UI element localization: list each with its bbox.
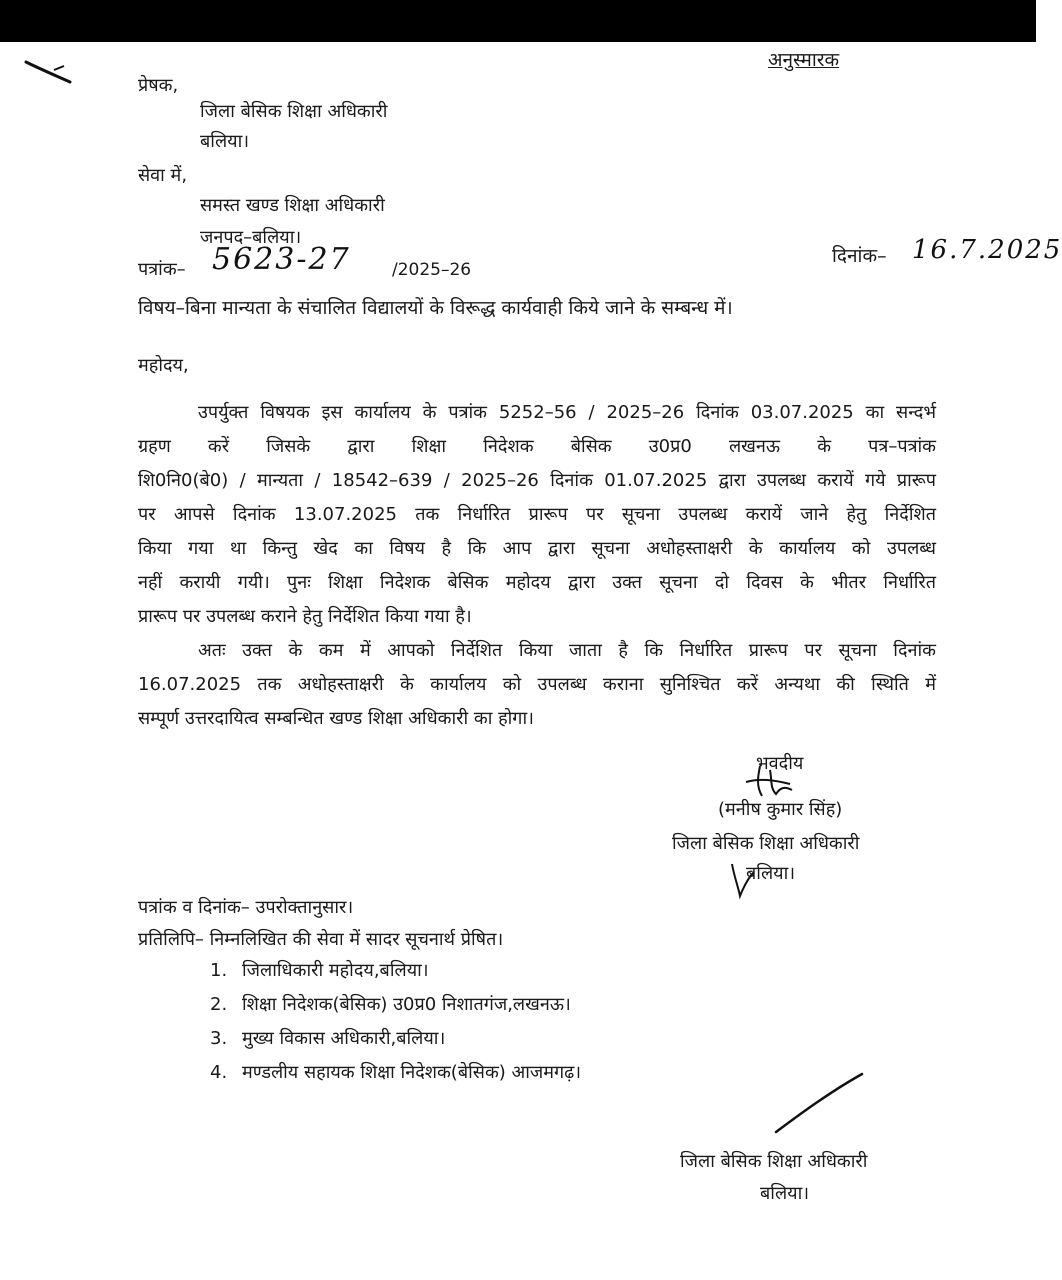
sender-place: बलिया।	[200, 131, 250, 152]
copy-reference-line: पत्रांक व दिनांक– उपरोक्तानुसार।	[138, 897, 354, 918]
subject-line: विषय–बिना मान्यता के संचालित विद्यालयों के विरूद्ध कार्यवाही किये जाने के सम्बन्ध में।	[138, 297, 733, 319]
officer-place: बलिया।	[746, 863, 796, 884]
paragraph-line: ग्रहण करें जिसके द्वारा शिक्षा निदेशक बेसिक उ0प्र0 लखनऊ के पत्र–पत्रांक	[138, 436, 936, 457]
paragraph-line: 16.07.2025 तक अधोहस्ताक्षरी के कार्यालय को उपलब्ध कराना सुनिश्चित करें अन्यथा की स्थिति में	[138, 674, 936, 695]
list-item-text: शिक्षा निदेशक(बेसिक) उ0प्र0 निशातगंज,लखनऊ।	[242, 994, 571, 1015]
salutation: महोदय,	[138, 355, 189, 376]
recipient-label: सेवा में,	[138, 165, 188, 186]
officer-designation: जिला बेसिक शिक्षा अधिकारी	[672, 833, 860, 854]
reminder-heading: अनुस्मारक	[768, 49, 840, 71]
list-item-number: 1.	[210, 960, 228, 981]
paragraph-line: सम्पूर्ण उत्तरदायित्व सम्बन्धित खण्ड शिक्षा अधिकारी का होगा।	[138, 708, 534, 729]
list-item	[210, 954, 710, 988]
paragraph-line: प्रारूप पर उपलब्ध कराने हेतु निर्देशित किया गया है।	[138, 606, 472, 627]
footer-signature-stroke	[770, 1070, 870, 1136]
body-paragraph-1	[138, 396, 936, 634]
officer-name: (मनीष कुमार सिंह)	[718, 799, 843, 820]
paragraph-line: शि0नि0(बे0) / मान्यता / 18542–639 / 2025–26 दिनांक 01.07.2025 द्वारा उपलब्ध करायें गये प्रारूप	[138, 470, 936, 491]
top-black-band	[0, 0, 1036, 42]
list-item-number: 3.	[210, 1028, 228, 1049]
sender-designation: जिला बेसिक शिक्षा अधिकारी	[200, 101, 388, 122]
recipient-designation: समस्त खण्ड शिक्षा अधिकारी	[200, 195, 385, 216]
paragraph-line: पर आपसे दिनांक 13.07.2025 तक निर्धारित प्रारूप पर सूचना उपलब्ध करायें जाने हेतु निर्देशित	[138, 504, 936, 525]
paragraph-line: अतः उक्त के कम में आपको निर्देशित किया जाता है कि निर्धारित प्रारूप पर सूचना दिनांक	[198, 640, 936, 661]
sender-label: प्रेषक,	[138, 75, 179, 96]
letter-no-suffix: /2025–26	[392, 260, 472, 280]
signature-initials	[740, 762, 810, 802]
list-item	[210, 1022, 710, 1056]
copy-list	[210, 954, 710, 1090]
list-item-text: मण्डलीय सहायक शिक्षा निदेशक(बेसिक) आजमगढ़।	[242, 1062, 582, 1083]
letter-no-handwritten: 5623-27	[212, 242, 351, 277]
date-label: दिनांक–	[832, 245, 887, 267]
list-item-number: 2.	[210, 994, 228, 1015]
paragraph-line: नहीं करायी गयी। पुनः शिक्षा निदेशक बेसिक महोदय द्वारा उक्त सूचना दो दिवस के भीतर निर्धारित	[138, 572, 936, 593]
paragraph-line: किया गया था किन्तु खेद का विषय है कि आप द्वारा सूचना अधोहस्ताक्षरी के कार्यालय को उपलब्ध	[138, 538, 936, 559]
list-item-number: 4.	[210, 1062, 228, 1083]
body-paragraph-2	[138, 634, 936, 736]
date-handwritten: 16.7.2025	[912, 235, 1062, 265]
list-item-text: जिलाधिकारी महोदय,बलिया।	[242, 960, 429, 981]
list-item	[210, 1056, 710, 1090]
paragraph-line: उपर्युक्त विषयक इस कार्यालय के पत्रांक 5252–56 / 2025–26 दिनांक 03.07.2025 का सन्दर्भ	[198, 402, 936, 423]
copy-intro-line: प्रतिलिपि– निम्नलिखित की सेवा में सादर सूचनार्थ प्रेषित।	[138, 929, 504, 950]
letter-no-label: पत्रांक–	[138, 259, 186, 280]
list-item-text: मुख्य विकास अधिकारी,बलिया।	[242, 1028, 446, 1049]
closing-word: भवदीय	[756, 753, 804, 774]
list-item	[210, 988, 710, 1022]
pen-tick-mark	[24, 58, 74, 88]
footer-place: बलिया।	[760, 1183, 810, 1204]
recipient-place: जनपद–बलिया।	[200, 227, 302, 248]
footer-designation: जिला बेसिक शिक्षा अधिकारी	[680, 1151, 868, 1172]
